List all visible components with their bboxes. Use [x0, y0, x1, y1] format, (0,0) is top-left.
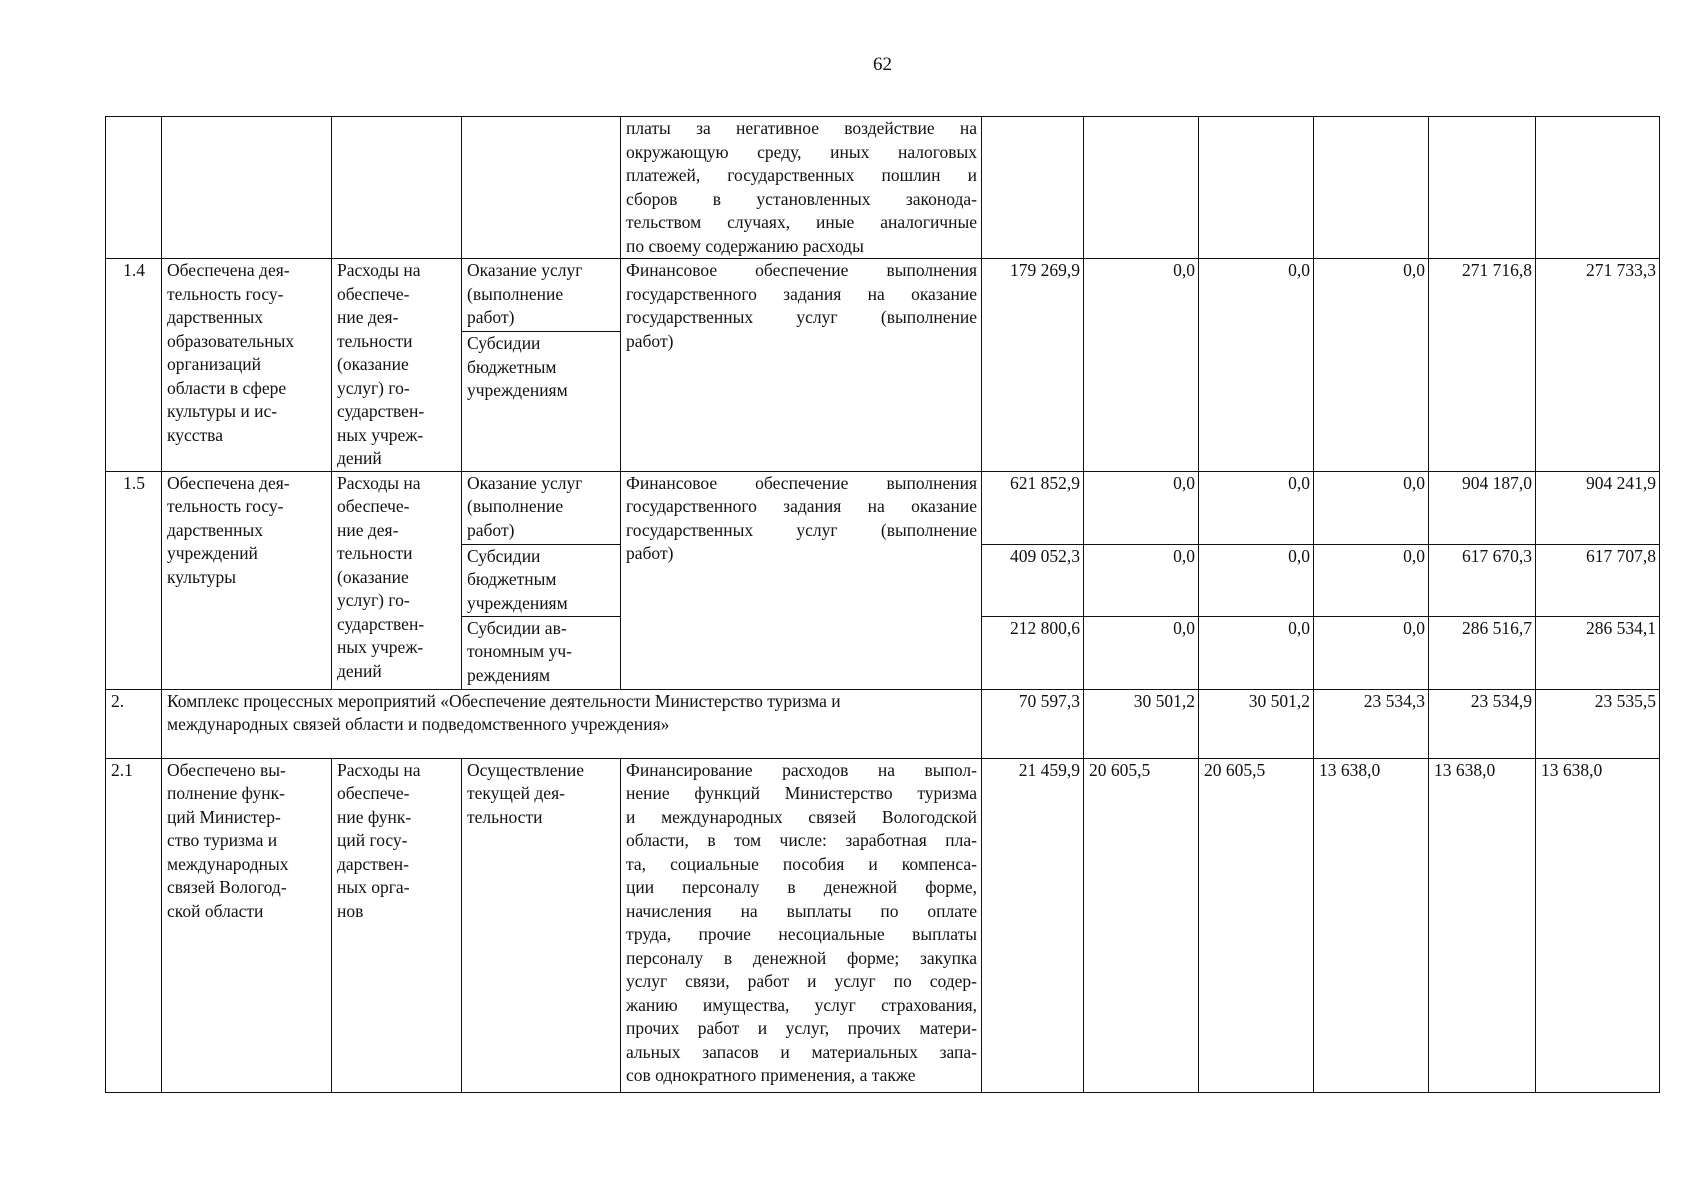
- cell-index: 2.1: [106, 758, 162, 1092]
- cell-task: Обеспечена дея- тельность госу- дарственных учреждений культуры: [162, 471, 332, 689]
- cell-task: [162, 117, 332, 259]
- cell-value-1: 409 052,3: [982, 544, 1084, 616]
- cell-value-5: 617 670,3: [1429, 544, 1536, 616]
- page-number: 62: [873, 54, 892, 75]
- cell-description: Финансирование расходов на выпол- нение функций Министерство туризма и международных связей Вологодской области, в том числе: заработная пла- та, социальные пособия и компенса- ции персоналу в денежной форме, начисления на выплаты по оплате труда, прочие несоциальные выплаты персоналу в денежной форме; закупка услуг связи, работ и услуг по содер- жанию имущества, услуг страхования, прочих работ и услуг, прочих матери- альных запасов и материальных запа- сов однократного применения, а также: [621, 758, 982, 1092]
- cell-value-3: 0,0: [1199, 471, 1314, 544]
- cell-value-1: [982, 117, 1084, 259]
- cell-value-3: 30 501,2: [1199, 689, 1314, 758]
- cell-value-1: 179 269,9: [982, 259, 1084, 472]
- cell-value-3: 0,0: [1199, 259, 1314, 472]
- cell-type: Оказание услуг (выполнение работ): [462, 259, 621, 332]
- cell-value-4: 0,0: [1314, 259, 1429, 472]
- cell-value-2: 0,0: [1084, 544, 1199, 616]
- cell-value-6: 23 535,5: [1536, 689, 1660, 758]
- cell-type: [462, 117, 621, 259]
- cell-description: Финансовое обеспечение выполнения государственного задания на оказание государственных услуг (выполнение работ): [621, 471, 982, 689]
- cell-description: платы за негативное воздействие на окружающую среду, иных налоговых платежей, государственных пошлин и сборов в установленных законода- тельством случаях, иные аналогичные по своему содержанию расходы: [621, 117, 982, 259]
- cell-value-4: 0,0: [1314, 616, 1429, 689]
- cell-value-4: [1314, 117, 1429, 259]
- cell-type: Осуществление текущей дея- тельности: [462, 758, 621, 1092]
- cell-description: Финансовое обеспечение выполнения государственного задания на оказание государственных услуг (выполнение работ): [621, 259, 982, 472]
- cell-value-4: 0,0: [1314, 544, 1429, 616]
- cell-value-4: 23 534,3: [1314, 689, 1429, 758]
- table-row-1-4: [106, 259, 1660, 332]
- cell-value-6: 617 707,8: [1536, 544, 1660, 616]
- cell-value-6: [1536, 117, 1660, 259]
- cell-value-2: 0,0: [1084, 471, 1199, 544]
- cell-value-2: [1084, 117, 1199, 259]
- cell-value-1: 621 852,9: [982, 471, 1084, 544]
- cell-value-2: 30 501,2: [1084, 689, 1199, 758]
- cell-expense: Расходы на обеспече- ние дея- тельности (оказание услуг) го- сударствен- ных учреж- дений: [332, 471, 462, 689]
- cell-index: 2.: [106, 689, 162, 758]
- cell-value-5: 23 534,9: [1429, 689, 1536, 758]
- cell-value-4: 0,0: [1314, 471, 1429, 544]
- cell-value-5: 286 516,7: [1429, 616, 1536, 689]
- program-table: [105, 116, 1660, 1093]
- cell-value-5: 271 716,8: [1429, 259, 1536, 472]
- cell-value-6: 286 534,1: [1536, 616, 1660, 689]
- table-row-2: [106, 689, 1660, 758]
- cell-value-3: 0,0: [1199, 544, 1314, 616]
- cell-value-2: 0,0: [1084, 616, 1199, 689]
- cell-value-5: [1429, 117, 1536, 259]
- cell-value-2: 20 605,5: [1084, 758, 1199, 1092]
- cell-value-3: 20 605,5: [1199, 758, 1314, 1092]
- cell-expense: Расходы на обеспече- ние функ- ций госу- дарствен- ных орга- нов: [332, 758, 462, 1092]
- cell-value-5: 13 638,0: [1429, 758, 1536, 1092]
- cell-section-title: Комплекс процессных мероприятий «Обеспечение деятельности Министерство туризма и международных связей области и подведомственного учреждения»: [162, 689, 982, 758]
- cell-type: Субсидии бюджетным учреждениям: [462, 544, 621, 616]
- table-row-1-5: [106, 471, 1660, 544]
- cell-value-3: [1199, 117, 1314, 259]
- cell-value-2: 0,0: [1084, 259, 1199, 472]
- cell-value-6: 271 733,3: [1536, 259, 1660, 472]
- cell-value-3: 0,0: [1199, 616, 1314, 689]
- cell-type: Субсидии бюджетным учреждениям: [462, 332, 621, 471]
- cell-value-6: 13 638,0: [1536, 758, 1660, 1092]
- cell-value-1: 21 459,9: [982, 758, 1084, 1092]
- cell-index: 1.5: [106, 471, 162, 689]
- table-row-2-1: [106, 758, 1660, 1092]
- cell-type: Субсидии ав- тономным уч- реждениям: [462, 616, 621, 689]
- cell-value-4: 13 638,0: [1314, 758, 1429, 1092]
- cell-expense: Расходы на обеспече- ние дея- тельности (оказание услуг) го- сударствен- ных учреж- дений: [332, 259, 462, 472]
- cell-expense: [332, 117, 462, 259]
- cell-value-1: 212 800,6: [982, 616, 1084, 689]
- cell-index: [106, 117, 162, 259]
- table-row-continuation: [106, 117, 1660, 259]
- cell-value-6: 904 241,9: [1536, 471, 1660, 544]
- cell-task: Обеспечена дея- тельность госу- дарственных образовательных организаций области в сфере культуры и ис- кусства: [162, 259, 332, 472]
- cell-task: Обеспечено вы- полнение функ- ций Министер- ство туризма и международных связей Вологод- ской области: [162, 758, 332, 1092]
- cell-value-5: 904 187,0: [1429, 471, 1536, 544]
- cell-type: Оказание услуг (выполнение работ): [462, 471, 621, 544]
- cell-value-1: 70 597,3: [982, 689, 1084, 758]
- cell-index: 1.4: [106, 259, 162, 472]
